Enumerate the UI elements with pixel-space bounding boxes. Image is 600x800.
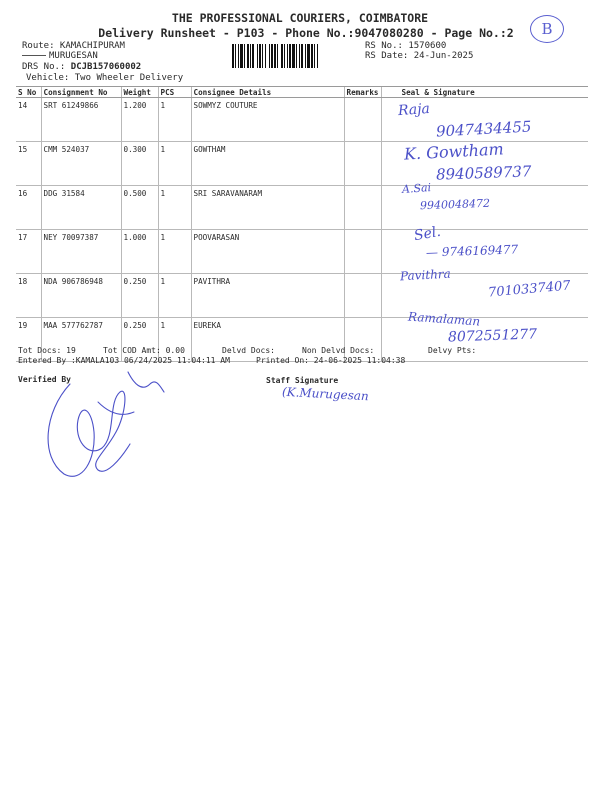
- col-consignment: Consignment No: [41, 87, 121, 98]
- cell-remarks: [344, 230, 381, 274]
- cell-remarks: [344, 142, 381, 186]
- rs-number: RS No.: 1570600: [365, 41, 447, 51]
- col-pcs: PCS: [158, 87, 191, 98]
- total-docs: Tot Docs: 19: [18, 346, 76, 355]
- staff-name-line: [22, 51, 98, 61]
- table-header: [16, 87, 588, 98]
- signature-14-phone: 9047434455: [435, 117, 532, 141]
- signature-16-phone: 9940048472: [419, 196, 491, 213]
- cell-consignment: NDA 906786948: [41, 274, 121, 318]
- col-consignee: Consignee Details: [191, 87, 344, 98]
- cell-consignment: MAA 577762787: [41, 318, 121, 362]
- cell-remarks: [344, 186, 381, 230]
- cell-pcs: 1: [158, 230, 191, 274]
- cell-consignee: PAVITHRA: [191, 274, 344, 318]
- cell-weight: 0.250: [121, 318, 158, 362]
- printed-on: Printed On: 24-06-2025 11:04:38: [256, 356, 406, 365]
- cell-remarks: [344, 274, 381, 318]
- col-sno: S No: [16, 87, 41, 98]
- drs-label: DRS No.:: [22, 62, 66, 72]
- table-row: [16, 186, 588, 230]
- signature-15-phone: 8940589737: [435, 162, 532, 184]
- cell-pcs: 1: [158, 274, 191, 318]
- cell-weight: 0.250: [121, 274, 158, 318]
- barcode-bar: [318, 44, 319, 68]
- signature-17-name: Sel.: [412, 223, 442, 245]
- cell-weight: 1.200: [121, 98, 158, 142]
- signature-17-phone: — 9746169477: [425, 242, 519, 260]
- signature-19-name: Ramalaman: [407, 309, 481, 329]
- drs-number: DCJB157060002: [70, 62, 142, 72]
- rs-date: RS Date: 24-Jun-2025: [365, 51, 474, 61]
- verified-by-label: Verified By: [18, 375, 71, 384]
- signature-19-phone: 8072551277: [447, 326, 538, 346]
- delivered-docs: Delvd Docs:: [222, 346, 275, 355]
- cell-consignment: NEY 70097387: [41, 230, 121, 274]
- page-badge: B: [530, 15, 564, 43]
- cell-sno: 16: [16, 186, 41, 230]
- entered-by: Entered By :KAMALA103 06/24/2025 11:04:11 AM: [18, 356, 230, 365]
- cell-weight: 0.300: [121, 142, 158, 186]
- cell-consignee: GOWTHAM: [191, 142, 344, 186]
- non-delivered-docs: Non Delvd Docs:: [302, 346, 375, 355]
- cell-consignee: SOWMYZ COUTURE: [191, 98, 344, 142]
- col-signature: Seal & Signature: [381, 87, 588, 98]
- signature-14-name: Raja: [397, 100, 431, 120]
- cell-consignment: SRT 61249866: [41, 98, 121, 142]
- cell-pcs: 1: [158, 142, 191, 186]
- scribble-mark: [22, 55, 46, 56]
- barcode: [232, 44, 356, 68]
- staff-signature: (K.Murugesan: [281, 384, 370, 404]
- vehicle-label: Vehicle: Two Wheeler Delivery: [26, 73, 184, 83]
- staff-name: MURUGESAN: [49, 51, 98, 61]
- signature-18-name: Pavithra: [399, 266, 452, 284]
- cell-pcs: 1: [158, 186, 191, 230]
- company-title: THE PROFESSIONAL COURIERS, COIMBATORE: [171, 11, 429, 25]
- signature-18-phone: 7010337407: [487, 278, 572, 301]
- cell-consignment: CMM 524037: [41, 142, 121, 186]
- cell-weight: 0.500: [121, 186, 158, 230]
- col-weight: Weight: [121, 87, 158, 98]
- cell-pcs: 1: [158, 98, 191, 142]
- cell-sno: 19: [16, 318, 41, 362]
- cell-remarks: [344, 98, 381, 142]
- runsheet-title: Delivery Runsheet - P103 - Phone No.:9047080280 - Page No.:2: [98, 26, 514, 40]
- signature-16-name: A.Sai: [401, 181, 432, 196]
- cell-consignment: DDG 31584: [41, 186, 121, 230]
- cell-consignee: SRI SARAVANARAM: [191, 186, 344, 230]
- delivery-points: Delvy Pts:: [428, 346, 477, 355]
- total-cod-amount: Tot COD Amt: 0.00: [103, 346, 185, 355]
- cell-consignee: POOVARASAN: [191, 230, 344, 274]
- col-remarks: Remarks: [344, 87, 381, 98]
- cell-sno: 14: [16, 98, 41, 142]
- cell-sno: 17: [16, 230, 41, 274]
- cell-sno: 15: [16, 142, 41, 186]
- cell-sno: 18: [16, 274, 41, 318]
- drs-line: [22, 62, 141, 72]
- route-label: Route: KAMACHIPURAM: [22, 41, 125, 51]
- cell-consignee: EUREKA: [191, 318, 344, 362]
- signature-15-name: K. Gowtham: [403, 139, 505, 164]
- staff-signature-label: Staff Signature: [266, 376, 339, 385]
- cell-weight: 1.000: [121, 230, 158, 274]
- cell-pcs: 1: [158, 318, 191, 362]
- verified-signature-scribble: [38, 362, 168, 486]
